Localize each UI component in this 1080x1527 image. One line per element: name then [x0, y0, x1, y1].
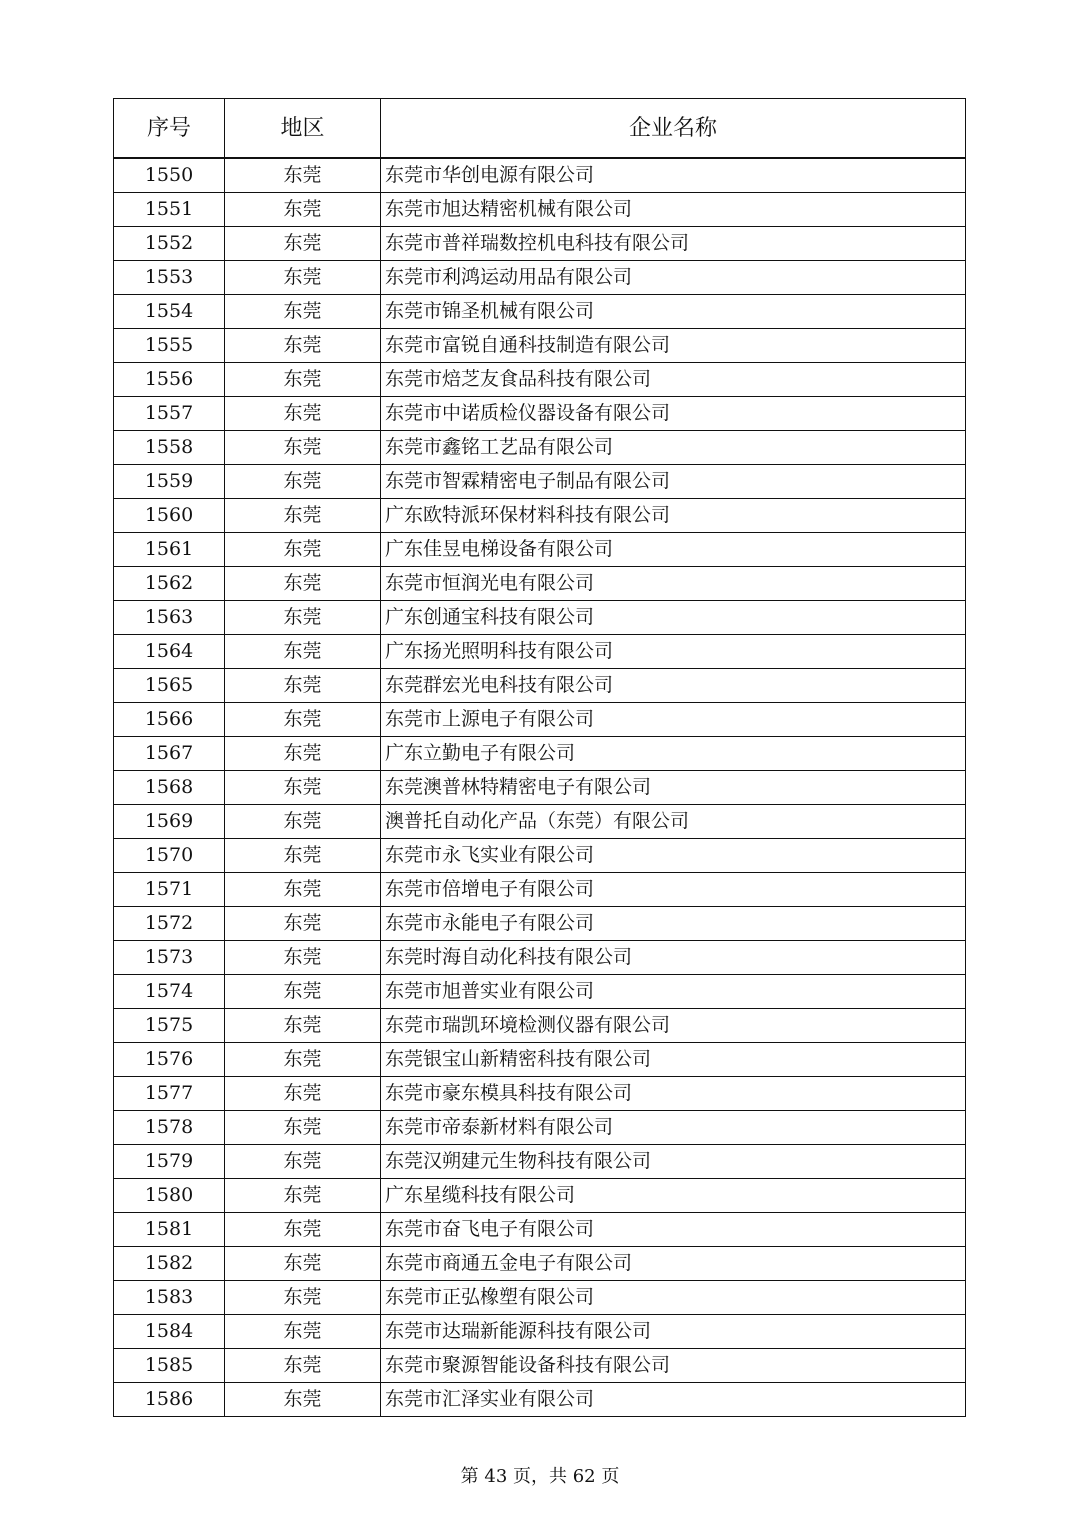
- cell-company-name: 东莞市聚源智能设备科技有限公司: [381, 1349, 966, 1383]
- cell-serial-number: 1570: [114, 839, 225, 873]
- table-row: [114, 397, 966, 431]
- cell-serial-number: 1577: [114, 1077, 225, 1111]
- cell-serial-number: 1551: [114, 193, 225, 227]
- cell-region: 东莞: [225, 1179, 381, 1213]
- cell-region: 东莞: [225, 193, 381, 227]
- table-row: [114, 533, 966, 567]
- table-header-row: [114, 99, 966, 159]
- cell-company-name: 东莞澳普林特精密电子有限公司: [381, 771, 966, 805]
- table-row: [114, 1315, 966, 1349]
- cell-company-name: 广东星缆科技有限公司: [381, 1179, 966, 1213]
- cell-serial-number: 1582: [114, 1247, 225, 1281]
- cell-serial-number: 1575: [114, 1009, 225, 1043]
- cell-region: 东莞: [225, 1281, 381, 1315]
- cell-region: 东莞: [225, 329, 381, 363]
- cell-serial-number: 1585: [114, 1349, 225, 1383]
- cell-region: 东莞: [225, 839, 381, 873]
- cell-company-name: 东莞市利鸿运动用品有限公司: [381, 261, 966, 295]
- cell-region: 东莞: [225, 499, 381, 533]
- table-row: [114, 1009, 966, 1043]
- cell-serial-number: 1560: [114, 499, 225, 533]
- table-row: [114, 771, 966, 805]
- cell-region: 东莞: [225, 1247, 381, 1281]
- table-row: [114, 703, 966, 737]
- table-row: [114, 1383, 966, 1417]
- header-region: 地区: [225, 99, 381, 159]
- cell-company-name: 澳普托自动化产品（东莞）有限公司: [381, 805, 966, 839]
- cell-region: 东莞: [225, 431, 381, 465]
- table-row: [114, 499, 966, 533]
- header-serial-number: 序号: [114, 99, 225, 159]
- cell-serial-number: 1584: [114, 1315, 225, 1349]
- cell-region: 东莞: [225, 567, 381, 601]
- table-row: [114, 737, 966, 771]
- table-row: [114, 941, 966, 975]
- cell-company-name: 东莞市焙芝友食品科技有限公司: [381, 363, 966, 397]
- cell-serial-number: 1554: [114, 295, 225, 329]
- table-row: [114, 975, 966, 1009]
- cell-company-name: 东莞市帝泰新材料有限公司: [381, 1111, 966, 1145]
- cell-serial-number: 1552: [114, 227, 225, 261]
- cell-region: 东莞: [225, 158, 381, 193]
- cell-company-name: 东莞市鑫铭工艺品有限公司: [381, 431, 966, 465]
- cell-serial-number: 1574: [114, 975, 225, 1009]
- cell-region: 东莞: [225, 1383, 381, 1417]
- cell-region: 东莞: [225, 669, 381, 703]
- cell-company-name: 东莞市富锐自通科技制造有限公司: [381, 329, 966, 363]
- table-row: [114, 193, 966, 227]
- cell-serial-number: 1564: [114, 635, 225, 669]
- table-row: [114, 873, 966, 907]
- cell-serial-number: 1556: [114, 363, 225, 397]
- cell-region: 东莞: [225, 601, 381, 635]
- cell-company-name: 东莞市中诺质检仪器设备有限公司: [381, 397, 966, 431]
- cell-serial-number: 1562: [114, 567, 225, 601]
- cell-serial-number: 1557: [114, 397, 225, 431]
- table-row: [114, 1111, 966, 1145]
- table-row: [114, 158, 966, 193]
- cell-serial-number: 1561: [114, 533, 225, 567]
- cell-serial-number: 1550: [114, 158, 225, 193]
- table-row: [114, 465, 966, 499]
- cell-serial-number: 1566: [114, 703, 225, 737]
- cell-region: 东莞: [225, 1111, 381, 1145]
- cell-serial-number: 1568: [114, 771, 225, 805]
- table-row: [114, 1077, 966, 1111]
- cell-company-name: 东莞市永能电子有限公司: [381, 907, 966, 941]
- cell-serial-number: 1581: [114, 1213, 225, 1247]
- table-row: [114, 669, 966, 703]
- cell-company-name: 东莞市正弘橡塑有限公司: [381, 1281, 966, 1315]
- cell-company-name: 东莞市汇泽实业有限公司: [381, 1383, 966, 1417]
- cell-serial-number: 1569: [114, 805, 225, 839]
- table-row: [114, 261, 966, 295]
- cell-serial-number: 1565: [114, 669, 225, 703]
- cell-region: 东莞: [225, 975, 381, 1009]
- cell-region: 东莞: [225, 363, 381, 397]
- cell-region: 东莞: [225, 227, 381, 261]
- table-row: [114, 329, 966, 363]
- cell-region: 东莞: [225, 703, 381, 737]
- cell-region: 东莞: [225, 635, 381, 669]
- cell-serial-number: 1572: [114, 907, 225, 941]
- cell-company-name: 东莞市奋飞电子有限公司: [381, 1213, 966, 1247]
- cell-serial-number: 1567: [114, 737, 225, 771]
- table-row: [114, 1247, 966, 1281]
- cell-region: 东莞: [225, 1315, 381, 1349]
- cell-serial-number: 1563: [114, 601, 225, 635]
- table-row: [114, 635, 966, 669]
- cell-company-name: 东莞市旭达精密机械有限公司: [381, 193, 966, 227]
- cell-serial-number: 1578: [114, 1111, 225, 1145]
- cell-company-name: 东莞市恒润光电有限公司: [381, 567, 966, 601]
- header-company-name: 企业名称: [381, 99, 966, 159]
- cell-company-name: 东莞群宏光电科技有限公司: [381, 669, 966, 703]
- cell-company-name: 广东创通宝科技有限公司: [381, 601, 966, 635]
- table-row: [114, 1213, 966, 1247]
- cell-company-name: 广东立勤电子有限公司: [381, 737, 966, 771]
- cell-region: 东莞: [225, 533, 381, 567]
- cell-serial-number: 1586: [114, 1383, 225, 1417]
- cell-company-name: 东莞市旭普实业有限公司: [381, 975, 966, 1009]
- cell-company-name: 东莞市豪东模具科技有限公司: [381, 1077, 966, 1111]
- cell-company-name: 东莞时海自动化科技有限公司: [381, 941, 966, 975]
- cell-company-name: 东莞银宝山新精密科技有限公司: [381, 1043, 966, 1077]
- cell-region: 东莞: [225, 465, 381, 499]
- table-row: [114, 1145, 966, 1179]
- cell-region: 东莞: [225, 1349, 381, 1383]
- cell-company-name: 东莞汉朔建元生物科技有限公司: [381, 1145, 966, 1179]
- table-row: [114, 227, 966, 261]
- cell-region: 东莞: [225, 907, 381, 941]
- cell-company-name: 东莞市上源电子有限公司: [381, 703, 966, 737]
- cell-region: 东莞: [225, 873, 381, 907]
- cell-region: 东莞: [225, 941, 381, 975]
- enterprise-table: [113, 98, 966, 1417]
- cell-company-name: 东莞市普祥瑞数控机电科技有限公司: [381, 227, 966, 261]
- table-row: [114, 1349, 966, 1383]
- cell-company-name: 广东佳昱电梯设备有限公司: [381, 533, 966, 567]
- table-row: [114, 295, 966, 329]
- cell-company-name: 东莞市永飞实业有限公司: [381, 839, 966, 873]
- cell-serial-number: 1558: [114, 431, 225, 465]
- table-row: [114, 363, 966, 397]
- cell-serial-number: 1553: [114, 261, 225, 295]
- cell-serial-number: 1580: [114, 1179, 225, 1213]
- cell-serial-number: 1579: [114, 1145, 225, 1179]
- cell-company-name: 东莞市达瑞新能源科技有限公司: [381, 1315, 966, 1349]
- cell-region: 东莞: [225, 1009, 381, 1043]
- cell-company-name: 东莞市华创电源有限公司: [381, 158, 966, 193]
- cell-company-name: 东莞市倍增电子有限公司: [381, 873, 966, 907]
- cell-company-name: 东莞市商通五金电子有限公司: [381, 1247, 966, 1281]
- table-row: [114, 567, 966, 601]
- table-row: [114, 1281, 966, 1315]
- cell-region: 东莞: [225, 737, 381, 771]
- cell-region: 东莞: [225, 771, 381, 805]
- cell-company-name: 东莞市锦圣机械有限公司: [381, 295, 966, 329]
- cell-serial-number: 1559: [114, 465, 225, 499]
- table-row: [114, 805, 966, 839]
- cell-region: 东莞: [225, 295, 381, 329]
- cell-company-name: 东莞市智霖精密电子制品有限公司: [381, 465, 966, 499]
- cell-region: 东莞: [225, 1043, 381, 1077]
- cell-region: 东莞: [225, 1213, 381, 1247]
- page-footer: 第 43 页，共 62 页: [460, 1466, 620, 1487]
- cell-region: 东莞: [225, 1077, 381, 1111]
- cell-region: 东莞: [225, 1145, 381, 1179]
- table-row: [114, 907, 966, 941]
- table-row: [114, 839, 966, 873]
- cell-region: 东莞: [225, 397, 381, 431]
- table-row: [114, 1179, 966, 1213]
- cell-serial-number: 1555: [114, 329, 225, 363]
- table-row: [114, 431, 966, 465]
- cell-region: 东莞: [225, 805, 381, 839]
- cell-serial-number: 1571: [114, 873, 225, 907]
- cell-company-name: 广东扬光照明科技有限公司: [381, 635, 966, 669]
- cell-serial-number: 1573: [114, 941, 225, 975]
- table-row: [114, 601, 966, 635]
- cell-serial-number: 1583: [114, 1281, 225, 1315]
- cell-region: 东莞: [225, 261, 381, 295]
- table-body: [114, 158, 966, 1417]
- cell-company-name: 东莞市瑞凯环境检测仪器有限公司: [381, 1009, 966, 1043]
- table-row: [114, 1043, 966, 1077]
- cell-serial-number: 1576: [114, 1043, 225, 1077]
- cell-company-name: 广东欧特派环保材料科技有限公司: [381, 499, 966, 533]
